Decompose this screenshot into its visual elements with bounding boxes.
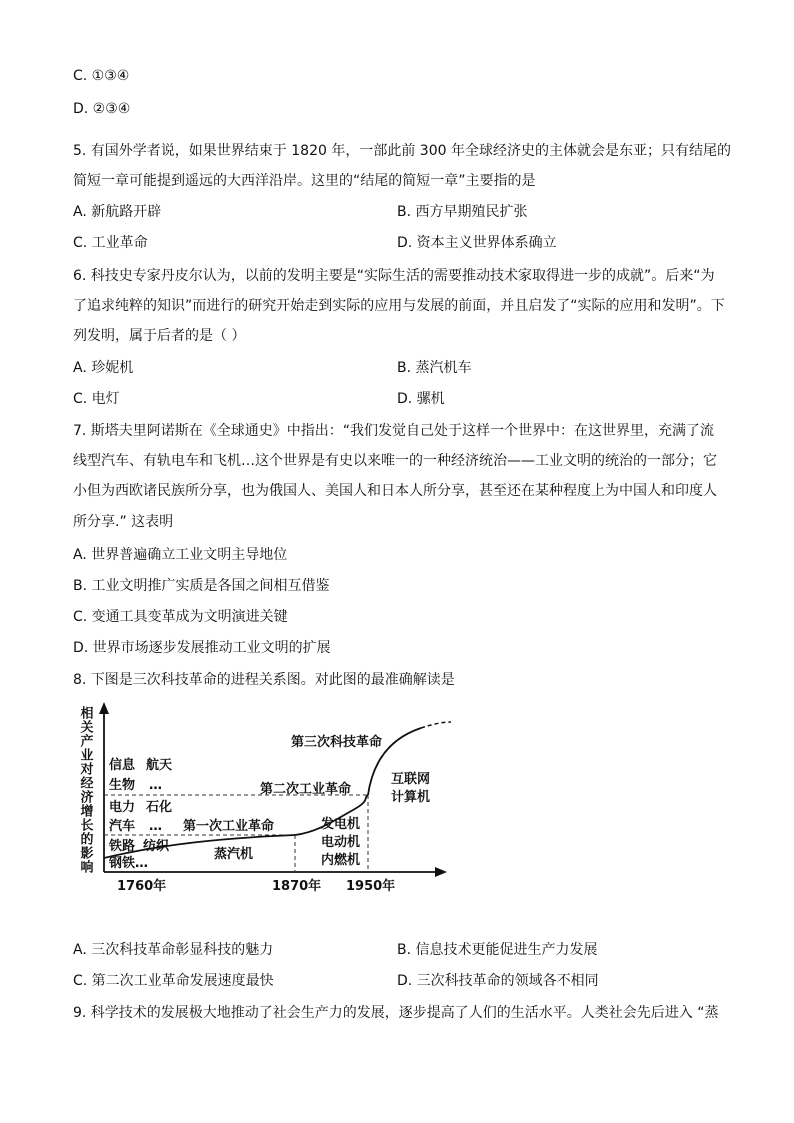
q7-option-c: C. 变通工具变革成为文明演进关键	[73, 609, 288, 625]
tech-revolution-diagram	[73, 700, 463, 900]
q7-stem-line4: 所分享.” 这表明	[73, 514, 174, 530]
label-railway: 铁路	[109, 839, 136, 854]
q6-option-a: A. 珍妮机	[73, 360, 134, 376]
q5-option-c: C. 工业革命	[73, 235, 148, 251]
y-axis-arrow	[99, 702, 109, 714]
label-internet: 互联网	[391, 772, 431, 787]
q8-stem: 8. 下图是三次科技革命的进程关系图。对此图的最准确解读是	[73, 672, 455, 688]
x-tick-1870: 1870年	[272, 879, 322, 894]
q5-option-b: B. 西方早期殖民扩张	[397, 204, 528, 220]
chart-ylabel: 相关产业对经济增长的影响	[77, 706, 93, 874]
label-ice: 内燃机	[321, 853, 361, 868]
label-petrochem: 石化	[146, 800, 173, 815]
q4-option-c: C. ①③④	[73, 68, 130, 84]
label-etc-third: …	[149, 778, 162, 793]
q6-option-d: D. 骡机	[397, 391, 445, 407]
q6-stem-line3: 列发明，属于后者的是（ ）	[73, 328, 246, 344]
q7-option-b: B. 工业文明推广实质是各国之间相互借鉴	[73, 578, 330, 594]
label-steel: 钢铁…	[109, 856, 149, 871]
q7-stem-line2: 线型汽车、有轨电车和飞机…这个世界是有史以来唯一的一种经济统治——工业文明的统治的一部分；它	[73, 453, 717, 469]
q9-stem-line1: 9. 科学技术的发展极大地推动了社会生产力的发展，逐步提高了人们的生活水平。人类社会先后进入 “蒸	[73, 1005, 719, 1021]
q4-option-d: D. ②③④	[73, 101, 131, 117]
phase-second-title: 第二次工业革命	[260, 782, 352, 797]
q5-stem-line2: 简短一章可能提到遥远的大西洋沿岸。这里的“结尾的简短一章”主要指的是	[73, 173, 536, 189]
third-revolution-curve-extension	[421, 722, 451, 728]
q7-option-d: D. 世界市场逐步发展推动工业文明的扩展	[73, 640, 331, 656]
label-generator: 发电机	[321, 817, 361, 832]
label-electricity: 电力	[109, 800, 136, 815]
phase-third-title: 第三次科技革命	[291, 735, 383, 750]
label-automobile: 汽车	[109, 819, 136, 834]
q8-option-a: A. 三次科技革命彰显科技的魅力	[73, 942, 274, 958]
q6-stem-line2: 了追求纯粹的知识”而进行的研究开始走到实际的应用与发展的前面，并且启发了“实际的应用和发明”。下	[73, 298, 725, 314]
q6-stem-line1: 6. 科技史专家丹皮尔认为，以前的发明主要是“实际生活的需要推动技术家取得进一步的成就”。后来“为	[73, 268, 715, 284]
label-biology: 生物	[109, 778, 136, 793]
label-aerospace: 航天	[146, 758, 173, 773]
label-etc-second: …	[149, 819, 162, 834]
label-electric-motor: 电动机	[321, 835, 361, 850]
q6-option-b: B. 蒸汽机车	[397, 360, 472, 376]
q5-option-d: D. 资本主义世界体系确立	[397, 235, 557, 251]
x-tick-1760: 1760年	[117, 879, 167, 894]
q8-option-b: B. 信息技术更能促进生产力发展	[397, 942, 598, 958]
q8-option-c: C. 第二次工业革命发展速度最快	[73, 973, 274, 989]
q5-option-a: A. 新航路开辟	[73, 204, 162, 220]
q6-option-c: C. 电灯	[73, 391, 120, 407]
phase-first-title: 第一次工业革命	[183, 819, 275, 834]
q7-stem-line1: 7. 斯塔夫里阿诺斯在《全球通史》中指出：“我们发觉自己处于这样一个世界中：在这世界里，充满了流	[73, 423, 715, 439]
q7-stem-line3: 小但为西欧诸民族所分享，也为俄国人、美国人和日本人所分享，甚至还在某种程度上为中国人和印度人	[73, 483, 717, 499]
label-textile: 纺织	[143, 839, 170, 854]
x-tick-1950: 1950年	[346, 879, 396, 894]
label-info: 信息	[109, 758, 136, 773]
q7-option-a: A. 世界普遍确立工业文明主导地位	[73, 547, 288, 563]
q8-option-d: D. 三次科技革命的领域各不相同	[397, 973, 599, 989]
q5-stem-line1: 5. 有国外学者说，如果世界结束于 1820 年，一部此前 300 年全球经济史的主体就会是东亚；只有结尾的	[73, 143, 731, 159]
label-computer: 计算机	[391, 790, 431, 805]
x-axis-arrow	[435, 867, 447, 877]
label-steam-engine: 蒸汽机	[214, 847, 254, 862]
